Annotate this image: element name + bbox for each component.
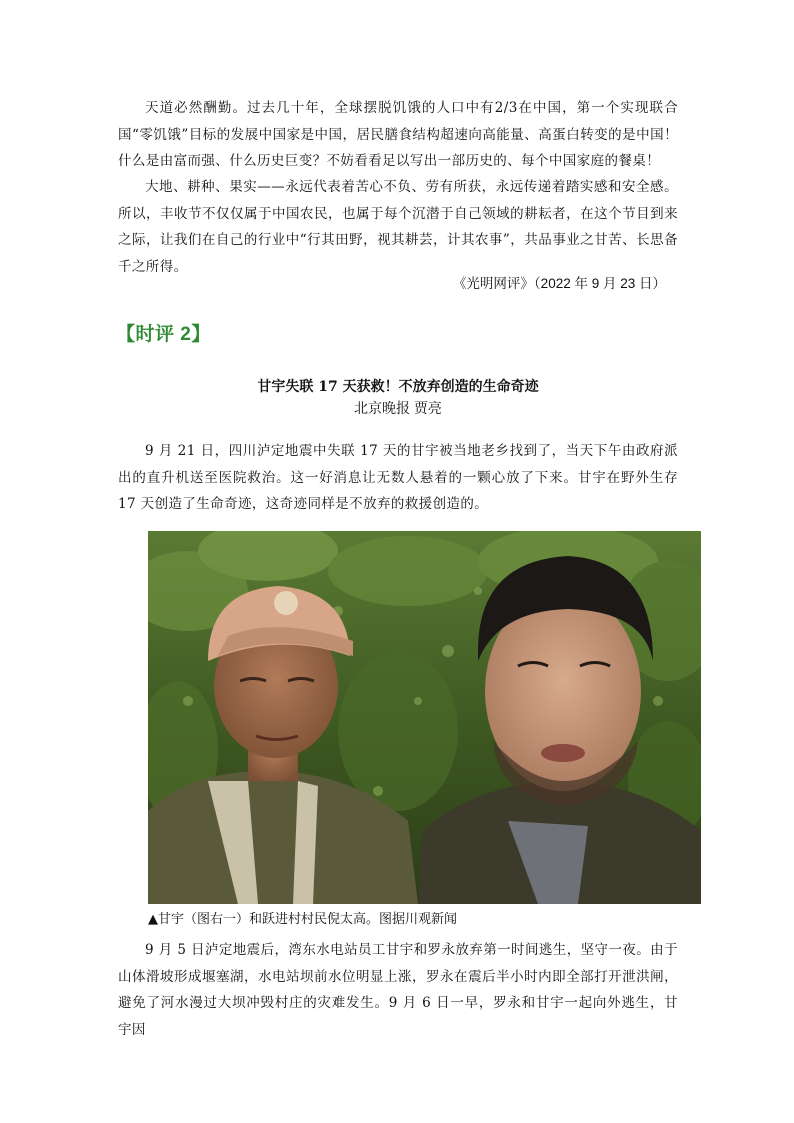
news-photo [148,531,701,904]
photo-caption: ▲甘宇（图右一）和跃进村村民倪太高。图据川观新闻 [148,912,457,927]
news-photo-illustration [148,531,701,904]
article-byline: 北京晚报 贾亮 [354,400,442,416]
paragraph-harvest-1: 天道必然酬勤。过去几十年，全球摆脱饥饿的人口中有2/3在中国，第一个实现联合国“零饥饿”目标的发展中国家是中国，居民膳食结构超速向高能量、高蛋白转变的是中国！什么是由富而强、什么历史巨变？不妨看看足以写出一部历史的、每个中国家庭的餐桌！ [118,100,678,169]
section-heading: 【时评 2】 [116,324,211,345]
source-citation: 《光明网评》（2022 年 9 月 23 日） [452,276,666,291]
article-paragraph-1: 9 月 21 日，四川泸定地震中失联 17 天的甘宇被当地老乡找到了，当天下午由政府派出的直升机送至医院救治。这一好消息让无数人悬着的一颗心放了下来。甘宇在野外生存 17 天创造了生命奇迹，这奇迹同样是不放弃的救援创造的。 [118,443,678,512]
article-title: 甘宇失联 17 天获救！不放弃创造的生命奇迹 [257,379,539,395]
paragraph-harvest-2: 大地、耕种、果实——永远代表着苦心不负、劳有所获，永远传递着踏实感和安全感。所以，丰收节不仅仅属于中国农民，也属于每个沉潜于自己领域的耕耘者，在这个节目到来之际，让我们在自己的行业中“行其田野，视其耕芸，计其农事”，共品事业之甘苦、长思备千之所得。 [118,179,678,275]
article-paragraph-2: 9 月 5 日泸定地震后，湾东水电站员工甘宇和罗永放弃第一时间逃生，坚守一夜。由于山体滑坡形成堰塞湖，水电站坝前水位明显上涨，罗永在震后半小时内即全部打开泄洪闸，避免了河水漫过大坝冲毁村庄的灾难发生。9 月 6 日一早，罗永和甘宇一起向外逃生，甘宇因 [118,942,678,1038]
